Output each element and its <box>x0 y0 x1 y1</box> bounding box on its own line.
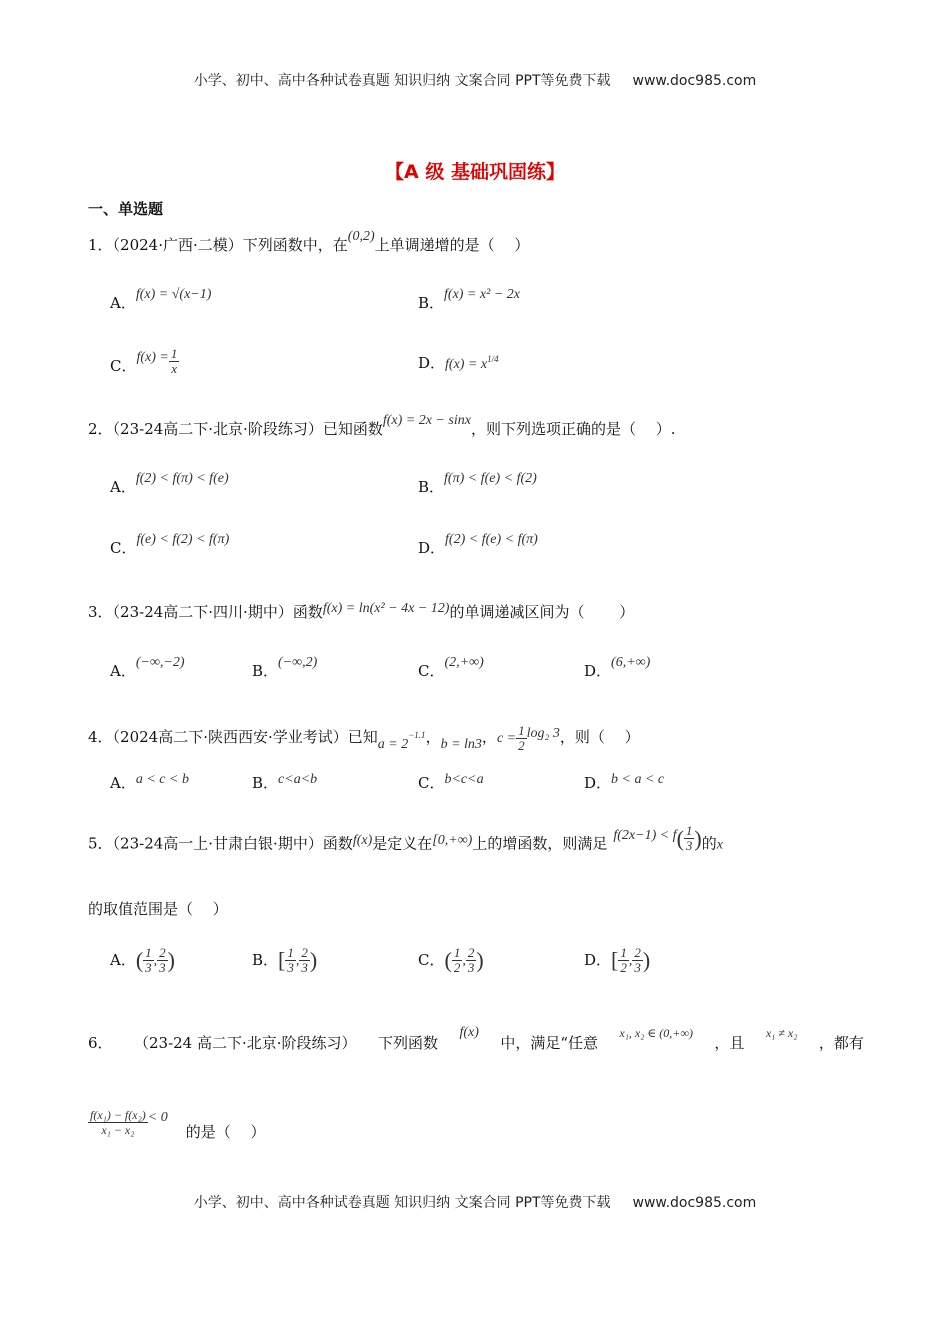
fraction-numerator: 1 <box>170 346 178 361</box>
question-text: 上单调递增的是（ ） <box>374 236 530 254</box>
question-text: 中，满足“任意 <box>500 1034 598 1052</box>
question-text: 函数 <box>322 834 353 853</box>
option-fraction <box>466 946 477 975</box>
option-fraction <box>143 946 154 975</box>
option-c[interactable] <box>418 946 484 975</box>
question-math-ineq: f(2x−1) < f <box>613 827 677 843</box>
question-math: f(x) = ln(x² − 4x − 12) <box>322 601 450 616</box>
option-fraction <box>285 946 296 975</box>
footer-text: 小学、初中、高中各种试卷真题 知识归纳 文案合同 PPT等免费下载 <box>193 1195 611 1211</box>
option-math: f(x) = √(x−1) <box>135 287 212 302</box>
question-source: （23-24高一上·甘肃白银·期中） <box>112 834 323 853</box>
page-title <box>0 157 950 184</box>
fraction-numerator: f(x₁) − f(x₂) <box>90 1108 146 1122</box>
fraction-numerator: 2 <box>634 945 641 960</box>
fraction-denominator: 3 <box>287 960 294 975</box>
comma: , <box>462 953 466 969</box>
option-d[interactable] <box>584 772 664 793</box>
header-text: 小学、初中、高中各种试卷真题 知识归纳 文案合同 PPT等免费下载 <box>193 73 611 89</box>
question-separator: ， <box>481 728 497 746</box>
option-fraction <box>169 347 180 376</box>
option-label: B． <box>252 662 279 680</box>
bracket-left: [ <box>278 947 286 973</box>
question-math-neq: x₁ ≠ x₂ <box>765 1026 798 1040</box>
option-c[interactable] <box>418 655 484 681</box>
question-number: 2． <box>88 420 113 438</box>
option-c[interactable] <box>418 772 484 793</box>
option-a[interactable] <box>110 471 229 497</box>
fraction-denominator: 3 <box>467 960 475 975</box>
option-label: B． <box>252 774 279 792</box>
question-exponent: −1.1 <box>408 730 426 740</box>
bracket-left: ( <box>135 947 144 973</box>
question-text: 上的增函数，则满足 <box>472 834 608 853</box>
question-math-domain: [0,+∞) <box>432 832 473 848</box>
question-math-c-log: log₂ 3 <box>526 726 560 741</box>
option-label: D． <box>584 662 612 680</box>
fraction-numerator: 1 <box>287 945 294 960</box>
question-text: 函数 <box>292 603 323 621</box>
question-text: ，都有 <box>818 1034 864 1052</box>
fraction-denominator: 2 <box>620 960 627 975</box>
option-label: A． <box>110 662 136 680</box>
question-source: （2024·广西·二模） <box>112 236 243 254</box>
question-6 <box>88 1025 864 1054</box>
comma: , <box>628 953 633 969</box>
option-label: B． <box>418 478 445 496</box>
question-fraction <box>516 724 527 753</box>
option-label: A． <box>110 294 136 312</box>
paren-right: ) <box>694 825 702 851</box>
question-1 <box>88 229 530 258</box>
bracket-right: ) <box>476 947 484 973</box>
title-main: A 级 基础巩固练 <box>404 161 546 183</box>
question-separator: ， <box>425 728 441 746</box>
question-source: （23-24 高二下·北京·阶段练习） <box>133 1034 357 1052</box>
question-source: （23-24高二下·四川·期中） <box>112 603 293 621</box>
option-fraction <box>618 946 629 975</box>
option-a[interactable] <box>110 772 189 793</box>
option-d[interactable] <box>584 655 651 681</box>
option-label: D． <box>584 774 612 792</box>
page-footer <box>0 1192 950 1212</box>
question-3 <box>88 601 634 625</box>
option-fraction <box>452 946 463 975</box>
fraction-denominator: 3 <box>301 960 308 975</box>
option-label: C． <box>110 356 137 375</box>
option-b[interactable] <box>418 471 537 497</box>
question-math-c: c = <box>496 731 517 746</box>
option-math: c<a<b <box>278 772 318 787</box>
question-source: （2024高二下·陕西西安·学业考试） <box>112 728 348 746</box>
comma: , <box>295 953 300 969</box>
option-label: C． <box>418 662 445 680</box>
option-label: D． <box>418 539 446 557</box>
option-math: f(2) < f(π) < f(e) <box>135 471 229 486</box>
question-6-line2 <box>88 1108 266 1141</box>
option-label: D． <box>418 354 446 372</box>
question-math-domain: x₁, x₂ ∈ (0,+∞) <box>619 1026 693 1040</box>
fraction-denominator: 2 <box>453 960 461 975</box>
fraction-numerator: 1 <box>620 945 627 960</box>
option-d[interactable] <box>584 946 650 975</box>
option-math: (−∞,2) <box>278 655 318 670</box>
option-math: f(π) < f(e) < f(2) <box>444 471 537 486</box>
footer-site-link[interactable]: www.doc985.com <box>632 1195 757 1211</box>
option-c[interactable] <box>110 532 230 558</box>
fraction-denominator: x <box>171 361 177 376</box>
option-c[interactable] <box>110 346 179 381</box>
question-fraction <box>684 824 695 853</box>
option-exponent: 1/4 <box>487 354 499 364</box>
option-label: A． <box>110 774 136 792</box>
option-math: f(x) = x <box>445 357 488 372</box>
fraction-denominator: x₁ − x₂ <box>101 1123 135 1137</box>
option-math: f(2) < f(e) < f(π) <box>445 532 538 547</box>
option-b[interactable] <box>252 946 317 975</box>
header-site-link[interactable]: www.doc985.com <box>632 73 757 89</box>
option-math: f(x) = <box>136 349 169 365</box>
question-number: 5． <box>88 834 113 853</box>
question-number: 4． <box>88 728 113 746</box>
question-math-f: f(x) <box>352 832 373 848</box>
option-math: b<c<a <box>444 772 484 787</box>
question-variable: x <box>716 837 723 853</box>
option-label: C． <box>418 950 445 969</box>
question-fraction <box>88 1108 148 1137</box>
bracket-left: [ <box>611 947 619 973</box>
question-number: 3． <box>88 603 113 621</box>
option-label: B． <box>418 294 445 312</box>
fraction-numerator: 2 <box>467 945 475 960</box>
fraction-numerator: 1 <box>453 945 461 960</box>
question-text: 的是（ ） <box>185 1122 266 1141</box>
fraction-denominator: 2 <box>518 737 525 753</box>
bracket-right: ) <box>642 947 651 973</box>
option-d[interactable] <box>418 532 538 558</box>
question-5-line2: 的取值范围是（ ） <box>88 900 228 918</box>
bracket-right: ) <box>309 947 318 973</box>
fraction-numerator: 2 <box>301 945 308 960</box>
question-text: ，则下列选项正确的是（ ）. <box>470 420 676 438</box>
option-b[interactable] <box>418 287 520 313</box>
option-a[interactable] <box>110 287 212 313</box>
question-text: 的 <box>701 834 717 853</box>
question-text: ，则（ ） <box>559 728 640 746</box>
option-fraction <box>299 946 310 975</box>
fraction-numerator: 1 <box>145 945 152 960</box>
bracket-left: ( <box>444 947 452 973</box>
question-source: （23-24高二下·北京·阶段练习） <box>112 420 323 438</box>
comma: , <box>153 953 158 969</box>
question-text: 是定义在 <box>372 834 433 853</box>
title-open-bracket: 【 <box>385 161 405 183</box>
fraction-denominator: 3 <box>145 960 152 975</box>
page-header <box>0 70 950 90</box>
fraction-numerator: 2 <box>159 945 166 960</box>
option-label: A． <box>110 478 136 496</box>
question-relation: < 0 <box>147 1109 168 1125</box>
fraction-numerator: 1 <box>518 722 525 738</box>
question-text: 已知函数 <box>322 420 383 438</box>
option-b[interactable] <box>252 655 318 681</box>
option-b[interactable] <box>252 772 317 793</box>
question-5 <box>88 823 723 859</box>
option-math: f(e) < f(2) < f(π) <box>136 532 230 547</box>
fraction-denominator: 3 <box>634 960 641 975</box>
option-label: A． <box>110 950 136 969</box>
option-math: (−∞,−2) <box>135 655 185 670</box>
option-fraction <box>632 946 643 975</box>
question-text: 的单调递减区间为（ ） <box>449 603 635 621</box>
title-close-bracket: 】 <box>545 161 565 183</box>
question-number: 6． <box>88 1034 113 1052</box>
option-label: C． <box>418 774 445 792</box>
fraction-numerator: 1 <box>685 823 693 838</box>
question-math-b: b = ln3 <box>440 737 482 752</box>
option-a[interactable] <box>110 655 185 681</box>
question-number: 1． <box>88 236 113 254</box>
option-math: (6,+∞) <box>611 655 651 670</box>
option-math: f(x) = x² − 2x <box>444 287 520 302</box>
question-math-f: f(x) <box>459 1025 479 1040</box>
question-math: f(x) = 2x − sinx <box>382 413 471 428</box>
paren-left: ( <box>676 825 684 851</box>
option-a[interactable] <box>110 946 175 975</box>
bracket-right: ) <box>167 947 175 973</box>
question-math-a: a = 2 <box>377 737 409 752</box>
option-math: b < a < c <box>611 772 665 787</box>
question-text: ，且 <box>714 1034 745 1052</box>
question-text: 下列函数 <box>377 1034 438 1052</box>
fraction-denominator: 3 <box>685 838 693 853</box>
fraction-denominator: 3 <box>159 960 166 975</box>
option-d[interactable] <box>418 352 499 373</box>
question-2 <box>88 413 676 442</box>
question-text: 下列函数中，在 <box>242 236 348 254</box>
section-heading: 一、单选题 <box>88 200 164 218</box>
option-fraction <box>157 946 168 975</box>
question-text: 已知 <box>347 728 378 746</box>
question-4 <box>88 722 640 753</box>
option-label: C． <box>110 539 137 557</box>
question-math: (0,2) <box>347 229 375 244</box>
option-label: B． <box>252 950 279 969</box>
option-math: (2,+∞) <box>444 655 484 670</box>
option-math: a < c < b <box>135 772 189 787</box>
option-label: D． <box>584 950 612 969</box>
